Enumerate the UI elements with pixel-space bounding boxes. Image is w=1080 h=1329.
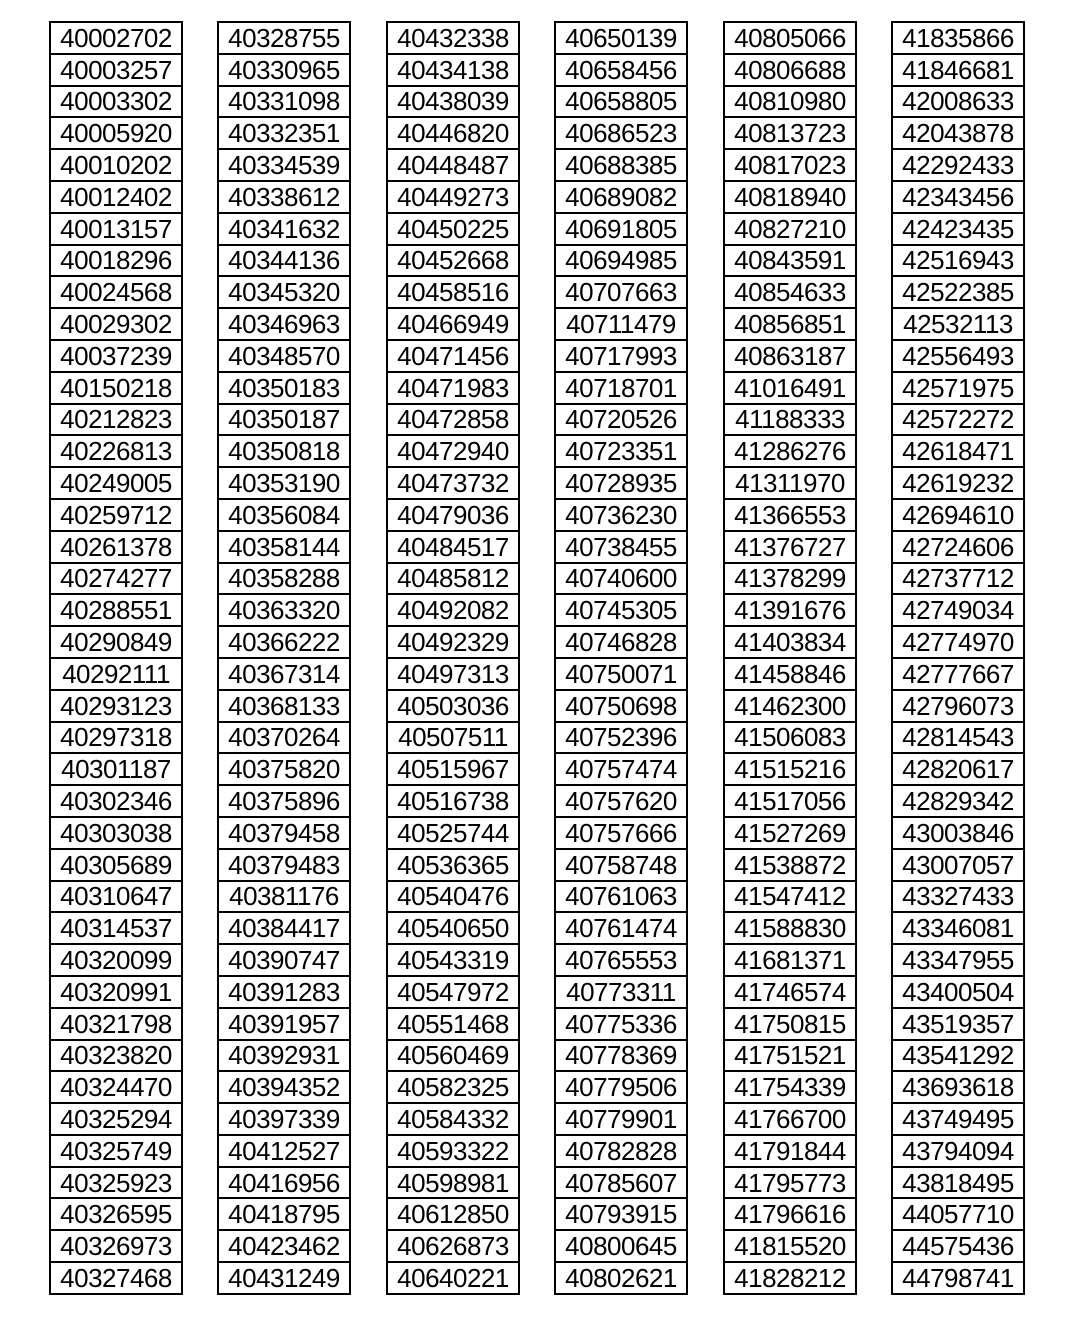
number-cell: 41462300 — [725, 691, 855, 723]
number-cell: 40449273 — [388, 182, 518, 214]
number-cell: 40346963 — [219, 309, 349, 341]
number-cell: 43003846 — [893, 818, 1023, 850]
number-cell: 40012402 — [51, 182, 181, 214]
number-cell: 40302346 — [51, 786, 181, 818]
number-cell: 40515967 — [388, 754, 518, 786]
number-cell: 40551468 — [388, 1009, 518, 1041]
number-cell: 40003302 — [51, 87, 181, 119]
number-cell: 41750815 — [725, 1009, 855, 1041]
number-cell: 40326973 — [51, 1231, 181, 1263]
number-cell: 40758748 — [556, 850, 686, 882]
number-cell: 41796616 — [725, 1199, 855, 1231]
number-cell: 40412527 — [219, 1136, 349, 1168]
number-cell: 43346081 — [893, 913, 1023, 945]
number-cell: 41828212 — [725, 1263, 855, 1295]
number-cell: 40805066 — [725, 23, 855, 55]
number-cell: 41311970 — [725, 468, 855, 500]
number-cell: 40813723 — [725, 118, 855, 150]
number-cell: 40471983 — [388, 373, 518, 405]
number-cell: 40332351 — [219, 118, 349, 150]
number-cell: 42774970 — [893, 627, 1023, 659]
number-cell: 40806688 — [725, 55, 855, 87]
number-cell: 40446820 — [388, 118, 518, 150]
number-cell: 41766700 — [725, 1104, 855, 1136]
number-cell: 40431249 — [219, 1263, 349, 1295]
number-cell: 40778369 — [556, 1041, 686, 1073]
number-cell: 40785607 — [556, 1168, 686, 1200]
number-cell: 43327433 — [893, 882, 1023, 914]
number-cell: 40325923 — [51, 1168, 181, 1200]
number-cell: 41458846 — [725, 659, 855, 691]
number-cell: 40765553 — [556, 945, 686, 977]
number-cell: 43541292 — [893, 1041, 1023, 1073]
number-cell: 40854633 — [725, 277, 855, 309]
number-cell: 40002702 — [51, 23, 181, 55]
number-cell: 41751521 — [725, 1041, 855, 1073]
number-cell: 40328755 — [219, 23, 349, 55]
number-cell: 42423435 — [893, 214, 1023, 246]
number-cell: 43007057 — [893, 850, 1023, 882]
number-cell: 42619232 — [893, 468, 1023, 500]
number-cell: 41815520 — [725, 1231, 855, 1263]
number-cell: 40752396 — [556, 723, 686, 755]
number-cell: 40320991 — [51, 977, 181, 1009]
number-cell: 40466949 — [388, 309, 518, 341]
number-cell: 40384417 — [219, 913, 349, 945]
number-cell: 40438039 — [388, 87, 518, 119]
number-cell: 40450225 — [388, 214, 518, 246]
number-cell: 40782828 — [556, 1136, 686, 1168]
number-cell: 40331098 — [219, 87, 349, 119]
number-cell: 40448487 — [388, 150, 518, 182]
number-cell: 40750071 — [556, 659, 686, 691]
number-cell: 43519357 — [893, 1009, 1023, 1041]
number-cell: 40325749 — [51, 1136, 181, 1168]
number-cell: 41378299 — [725, 564, 855, 596]
number-cell: 40423462 — [219, 1231, 349, 1263]
number-cell: 43794094 — [893, 1136, 1023, 1168]
number-cell: 40350187 — [219, 405, 349, 437]
number-cell: 40472858 — [388, 405, 518, 437]
number-cell: 40310647 — [51, 882, 181, 914]
number-cell: 40297318 — [51, 723, 181, 755]
number-cell: 40323820 — [51, 1041, 181, 1073]
number-cell: 40358144 — [219, 532, 349, 564]
number-cell: 40757474 — [556, 754, 686, 786]
number-cell: 40037239 — [51, 341, 181, 373]
number-column — [891, 21, 1025, 1295]
number-cell: 40746828 — [556, 627, 686, 659]
number-cell: 40863187 — [725, 341, 855, 373]
number-cell: 40375896 — [219, 786, 349, 818]
number-cell: 41517056 — [725, 786, 855, 818]
number-cell: 40745305 — [556, 595, 686, 627]
number-cell: 40738455 — [556, 532, 686, 564]
number-cell: 40757666 — [556, 818, 686, 850]
number-cell: 40718701 — [556, 373, 686, 405]
number-cell: 41746574 — [725, 977, 855, 1009]
number-cell: 40363320 — [219, 595, 349, 627]
number-cell: 40485812 — [388, 564, 518, 596]
number-cell: 41588830 — [725, 913, 855, 945]
number-cell: 42737712 — [893, 564, 1023, 596]
number-cell: 41538872 — [725, 850, 855, 882]
number-column — [386, 21, 520, 1295]
number-cell: 40800645 — [556, 1231, 686, 1263]
number-cell: 40536365 — [388, 850, 518, 882]
number-cell: 41846681 — [893, 55, 1023, 87]
number-cell: 40341632 — [219, 214, 349, 246]
number-cell: 40773311 — [556, 977, 686, 1009]
number-cell: 41376727 — [725, 532, 855, 564]
number-cell: 40818940 — [725, 182, 855, 214]
number-cell: 40416956 — [219, 1168, 349, 1200]
number-cell: 40740600 — [556, 564, 686, 596]
number-cell: 40305689 — [51, 850, 181, 882]
number-cell: 40503036 — [388, 691, 518, 723]
number-cell: 40694985 — [556, 246, 686, 278]
number-cell: 40658456 — [556, 55, 686, 87]
number-cell: 40711479 — [556, 309, 686, 341]
number-cell: 40358288 — [219, 564, 349, 596]
number-cell: 40005920 — [51, 118, 181, 150]
number-cell: 40003257 — [51, 55, 181, 87]
number-cell: 40779901 — [556, 1104, 686, 1136]
number-cell: 42777667 — [893, 659, 1023, 691]
number-cell: 42522385 — [893, 277, 1023, 309]
number-cell: 43347955 — [893, 945, 1023, 977]
number-cell: 40525744 — [388, 818, 518, 850]
number-cell: 40471456 — [388, 341, 518, 373]
number-cell: 41403834 — [725, 627, 855, 659]
number-cell: 40013157 — [51, 214, 181, 246]
number-cell: 40761063 — [556, 882, 686, 914]
number-cell: 40368133 — [219, 691, 349, 723]
number-cell: 40728935 — [556, 468, 686, 500]
number-cell: 43818495 — [893, 1168, 1023, 1200]
number-cell: 44798741 — [893, 1263, 1023, 1295]
number-cell: 40212823 — [51, 405, 181, 437]
number-cell: 40543319 — [388, 945, 518, 977]
number-cell: 40817023 — [725, 150, 855, 182]
number-cell: 40397339 — [219, 1104, 349, 1136]
number-cell: 40547972 — [388, 977, 518, 1009]
number-cell: 40367314 — [219, 659, 349, 691]
number-cell: 40492329 — [388, 627, 518, 659]
number-cell: 40418795 — [219, 1199, 349, 1231]
number-cell: 42292433 — [893, 150, 1023, 182]
number-cell: 40366222 — [219, 627, 349, 659]
number-cell: 42516943 — [893, 246, 1023, 278]
number-cell: 40288551 — [51, 595, 181, 627]
number-cell: 41527269 — [725, 818, 855, 850]
number-cell: 40327468 — [51, 1263, 181, 1295]
number-cell: 40303038 — [51, 818, 181, 850]
number-cell: 40392931 — [219, 1041, 349, 1073]
number-cell: 40344136 — [219, 246, 349, 278]
number-cell: 40375820 — [219, 754, 349, 786]
number-cell: 42008633 — [893, 87, 1023, 119]
number-cell: 40686523 — [556, 118, 686, 150]
number-cell: 40717993 — [556, 341, 686, 373]
number-cell: 41754339 — [725, 1072, 855, 1104]
number-cell: 40379458 — [219, 818, 349, 850]
number-cell: 40018296 — [51, 246, 181, 278]
number-cell: 43749495 — [893, 1104, 1023, 1136]
number-cell: 40390747 — [219, 945, 349, 977]
number-cell: 40640221 — [388, 1263, 518, 1295]
number-cell: 40492082 — [388, 595, 518, 627]
number-cell: 40723351 — [556, 436, 686, 468]
number-cell: 42532113 — [893, 309, 1023, 341]
number-cell: 40353190 — [219, 468, 349, 500]
number-cell: 41366553 — [725, 500, 855, 532]
number-cell: 41835866 — [893, 23, 1023, 55]
number-cell: 40259712 — [51, 500, 181, 532]
number-cell: 41515216 — [725, 754, 855, 786]
number-cell: 40757620 — [556, 786, 686, 818]
number-cell: 41547412 — [725, 882, 855, 914]
number-cell: 42694610 — [893, 500, 1023, 532]
number-cell: 40274277 — [51, 564, 181, 596]
number-cell: 40540476 — [388, 882, 518, 914]
number-cell: 40750698 — [556, 691, 686, 723]
number-cell: 40479036 — [388, 500, 518, 532]
number-cell: 40381176 — [219, 882, 349, 914]
number-cell: 42796073 — [893, 691, 1023, 723]
number-cell: 40434138 — [388, 55, 518, 87]
number-cell: 40293123 — [51, 691, 181, 723]
number-cell: 40516738 — [388, 786, 518, 818]
number-cell: 40249005 — [51, 468, 181, 500]
number-cell: 40356084 — [219, 500, 349, 532]
number-cell: 40458516 — [388, 277, 518, 309]
number-cell: 40810980 — [725, 87, 855, 119]
number-cell: 42814543 — [893, 723, 1023, 755]
number-cell: 40150218 — [51, 373, 181, 405]
number-cell: 40324470 — [51, 1072, 181, 1104]
number-cell: 40736230 — [556, 500, 686, 532]
number-cell: 40507511 — [388, 723, 518, 755]
number-cell: 40325294 — [51, 1104, 181, 1136]
number-cell: 40330965 — [219, 55, 349, 87]
number-cell: 42571975 — [893, 373, 1023, 405]
number-cell: 40484517 — [388, 532, 518, 564]
number-cell: 40582325 — [388, 1072, 518, 1104]
number-cell: 40350183 — [219, 373, 349, 405]
number-cell: 44057710 — [893, 1199, 1023, 1231]
number-cell: 40689082 — [556, 182, 686, 214]
number-cell: 40261378 — [51, 532, 181, 564]
number-cell: 42556493 — [893, 341, 1023, 373]
number-cell: 40326595 — [51, 1199, 181, 1231]
number-cell: 40350818 — [219, 436, 349, 468]
number-cell: 40843591 — [725, 246, 855, 278]
number-cell: 40775336 — [556, 1009, 686, 1041]
number-cell: 40658805 — [556, 87, 686, 119]
number-cell: 40802621 — [556, 1263, 686, 1295]
number-cell: 40391957 — [219, 1009, 349, 1041]
number-cell: 41795773 — [725, 1168, 855, 1200]
number-cell: 41506083 — [725, 723, 855, 755]
number-column — [49, 21, 183, 1295]
number-cell: 40334539 — [219, 150, 349, 182]
number-cell: 40394352 — [219, 1072, 349, 1104]
number-cell: 41391676 — [725, 595, 855, 627]
number-cell: 40793915 — [556, 1199, 686, 1231]
number-cell: 40497313 — [388, 659, 518, 691]
number-cell: 40584332 — [388, 1104, 518, 1136]
number-cell: 40779506 — [556, 1072, 686, 1104]
number-cell: 42618471 — [893, 436, 1023, 468]
number-column — [723, 21, 857, 1295]
number-cell: 40472940 — [388, 436, 518, 468]
number-cell: 40688385 — [556, 150, 686, 182]
number-cell: 42343456 — [893, 182, 1023, 214]
number-cell: 42820617 — [893, 754, 1023, 786]
number-cell: 41681371 — [725, 945, 855, 977]
number-cell: 40540650 — [388, 913, 518, 945]
number-cell: 40720526 — [556, 405, 686, 437]
number-cell: 41791844 — [725, 1136, 855, 1168]
number-cell: 40452668 — [388, 246, 518, 278]
number-cell: 40650139 — [556, 23, 686, 55]
number-cell: 40827210 — [725, 214, 855, 246]
number-cell: 44575436 — [893, 1231, 1023, 1263]
number-cell: 40626873 — [388, 1231, 518, 1263]
number-cell: 40338612 — [219, 182, 349, 214]
number-cell: 41286276 — [725, 436, 855, 468]
number-cell: 41016491 — [725, 373, 855, 405]
number-cell: 40856851 — [725, 309, 855, 341]
number-cell: 40473732 — [388, 468, 518, 500]
number-cell: 40612850 — [388, 1199, 518, 1231]
number-cell: 40348570 — [219, 341, 349, 373]
number-cell: 40691805 — [556, 214, 686, 246]
number-cell: 41188333 — [725, 405, 855, 437]
number-cell: 43693618 — [893, 1072, 1023, 1104]
number-cell: 40024568 — [51, 277, 181, 309]
number-cell: 40707663 — [556, 277, 686, 309]
number-cell: 40314537 — [51, 913, 181, 945]
number-cell: 40391283 — [219, 977, 349, 1009]
number-cell: 42572272 — [893, 405, 1023, 437]
number-cell: 40292111 — [51, 659, 181, 691]
number-cell: 40593322 — [388, 1136, 518, 1168]
number-cell: 43400504 — [893, 977, 1023, 1009]
number-cell: 40379483 — [219, 850, 349, 882]
number-cell: 40029302 — [51, 309, 181, 341]
number-cell: 40290849 — [51, 627, 181, 659]
number-cell: 40560469 — [388, 1041, 518, 1073]
number-column — [554, 21, 688, 1295]
number-cell: 42829342 — [893, 786, 1023, 818]
number-cell: 40761474 — [556, 913, 686, 945]
number-column — [217, 21, 351, 1295]
number-cell: 40432338 — [388, 23, 518, 55]
number-cell: 40321798 — [51, 1009, 181, 1041]
number-cell: 40010202 — [51, 150, 181, 182]
number-cell: 42043878 — [893, 118, 1023, 150]
number-cell: 40320099 — [51, 945, 181, 977]
number-cell: 40301187 — [51, 754, 181, 786]
number-cell: 42724606 — [893, 532, 1023, 564]
number-cell: 40226813 — [51, 436, 181, 468]
number-cell: 42749034 — [893, 595, 1023, 627]
number-cell: 40345320 — [219, 277, 349, 309]
number-cell: 40598981 — [388, 1168, 518, 1200]
number-cell: 40370264 — [219, 723, 349, 755]
